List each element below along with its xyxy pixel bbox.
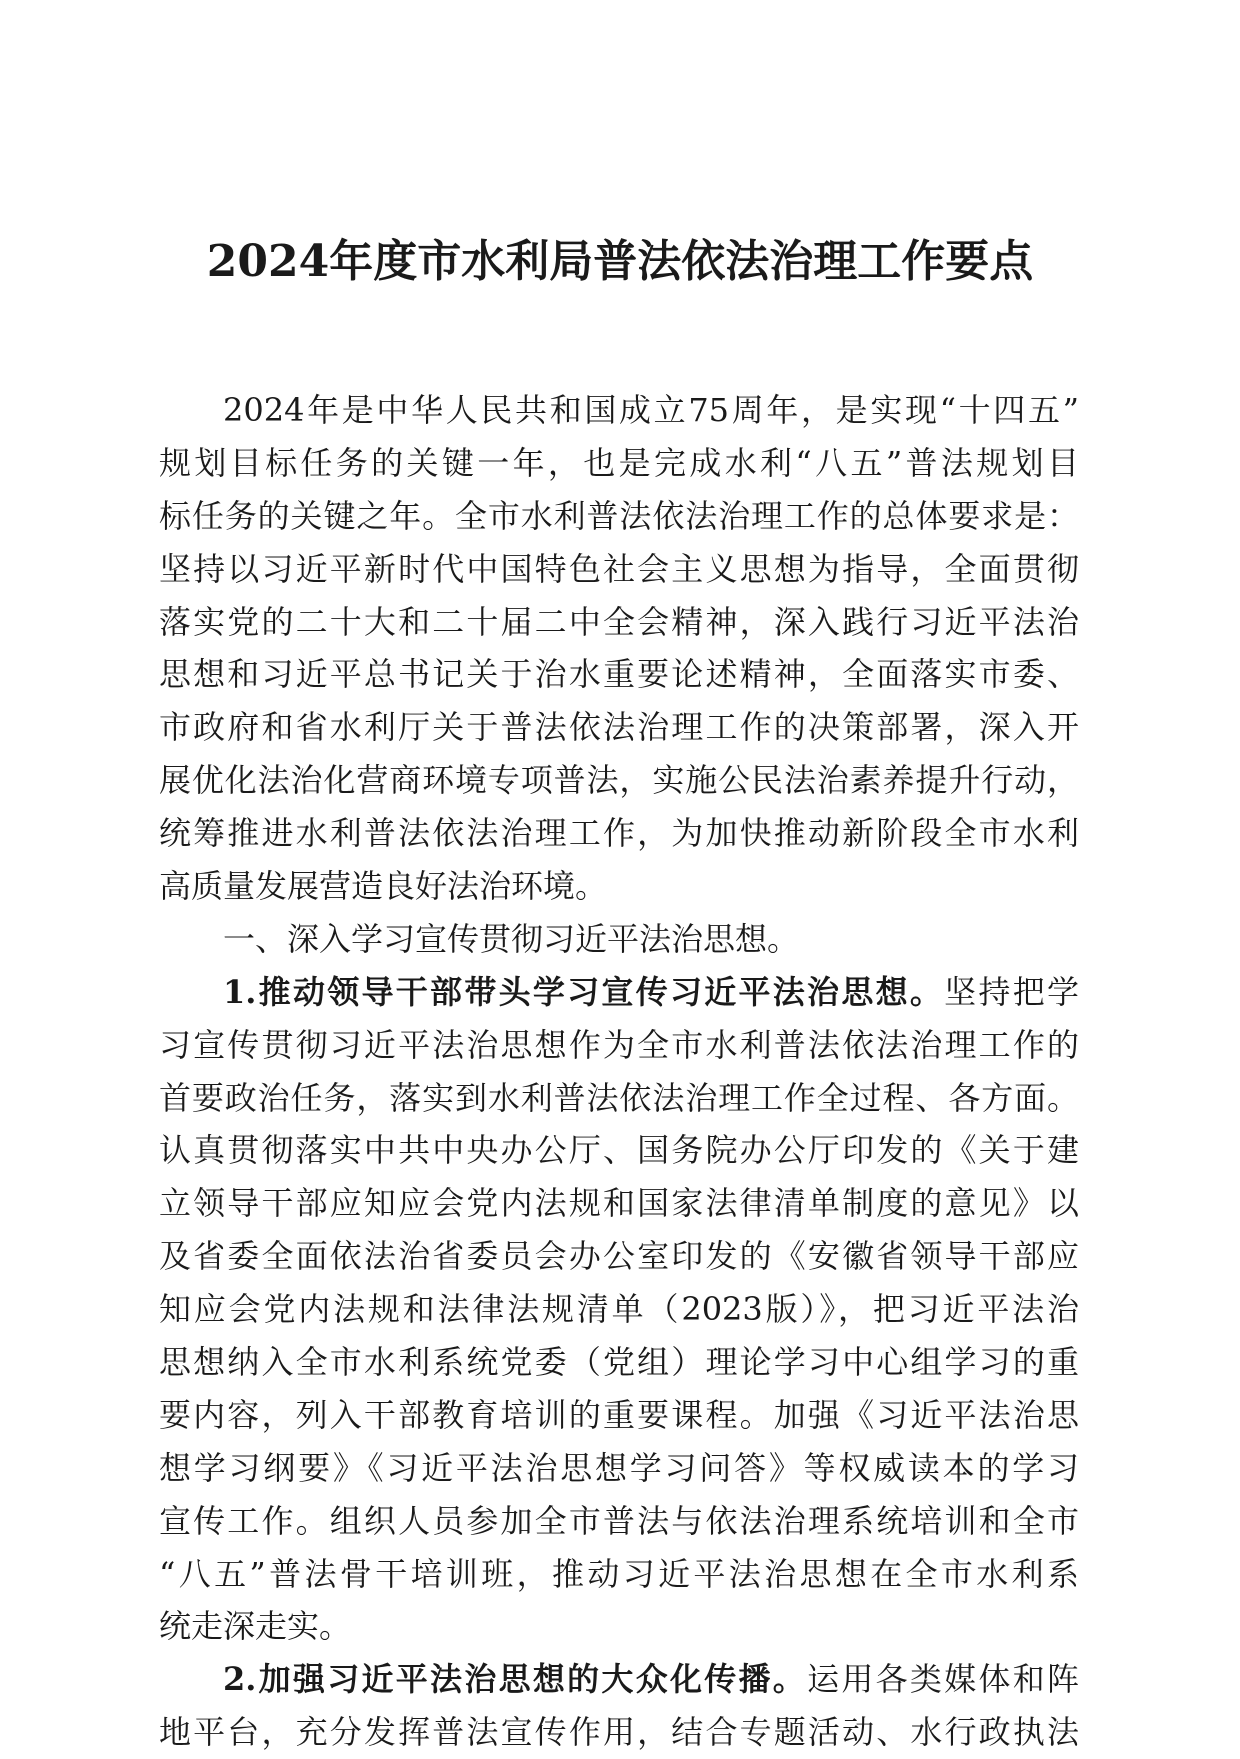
- paragraph-line: 立领导干部应知应会党内法规和国家法律清单制度的意见》以: [159, 1184, 1079, 1223]
- paragraph-line: 习宣传贯彻习近平法治思想作为全市水利普法依法治理工作的: [159, 1025, 1079, 1064]
- paragraph-line: 想学习纲要》《习近平法治思想学习问答》等权威读本的学习: [159, 1448, 1079, 1487]
- paragraph-line: 落实党的二十大和二十届二中全会精神，深入践行习近平法治: [159, 602, 1079, 641]
- section-heading: 一、深入学习宣传贯彻习近平法治思想。: [223, 919, 800, 958]
- paragraph-line: 高质量发展营造良好法治环境。: [159, 867, 608, 906]
- paragraph-line: 首要政治任务，落实到水利普法依法治理工作全过程、各方面。: [159, 1078, 1079, 1117]
- paragraph-line: 标任务的关键之年。全市水利普法依法治理工作的总体要求是：: [159, 496, 1079, 535]
- paragraph-line: 认真贯彻落实中共中央办公厅、国务院办公厅印发的《关于建: [159, 1131, 1079, 1170]
- paragraph-line: “八五”普法骨干培训班，推动习近平法治思想在全市水利系: [159, 1554, 1079, 1593]
- paragraph-line: 宣传工作。组织人员参加全市普法与依法治理系统培训和全市: [159, 1501, 1079, 1540]
- paragraph-line: 统走深走实。: [159, 1607, 352, 1646]
- paragraph-line: 地平台，充分发挥普法宣传作用，结合专题活动、水行政执法: [159, 1713, 1079, 1752]
- item-1-first-line-rest: 坚持把学: [944, 972, 1079, 1011]
- paragraph-line: 知应会党内法规和法律法规清单（2023版）》，把习近平法治: [159, 1290, 1079, 1329]
- paragraph-line: 坚持以习近平新时代中国特色社会主义思想为指导，全面贯彻: [159, 549, 1079, 588]
- paragraph-line: 市政府和省水利厅关于普法依法治理工作的决策部署，深入开: [159, 708, 1079, 747]
- item-2-first-line: [159, 1653, 1079, 1706]
- item-1-first-line: [159, 966, 1079, 1019]
- paragraph-line: 要内容，列入干部教育培训的重要课程。加强《习近平法治思: [159, 1395, 1079, 1434]
- paragraph-line: 思想纳入全市水利系统党委（党组）理论学习中心组学习的重: [159, 1343, 1079, 1382]
- paragraph-line: 规划目标任务的关键一年，也是完成水利“八五”普法规划目: [159, 443, 1079, 482]
- item-2-first-line-rest: 运用各类媒体和阵: [807, 1660, 1079, 1699]
- paragraph-line: 思想和习近平总书记关于治水重要论述精神，全面落实市委、: [159, 655, 1079, 694]
- item-2-lead: 2.加强习近平法治思想的大众化传播。: [223, 1660, 808, 1699]
- paragraph-line: 展优化法治化营商环境专项普法，实施公民法治素养提升行动，: [159, 761, 1079, 800]
- paragraph-line: 及省委全面依法治省委员会办公室印发的《安徽省领导干部应: [159, 1237, 1079, 1276]
- document-title: 2024年度市水利局普法依法治理工作要点: [206, 236, 1034, 287]
- paragraph-line: 2024年是中华人民共和国成立75周年，是实现“十四五”: [223, 391, 1079, 429]
- item-1-lead: 1.推动领导干部带头学习宣传习近平法治思想。: [223, 972, 945, 1011]
- document-body: [159, 384, 1079, 1759]
- paragraph-line: 统筹推进水利普法依法治理工作，为加快推动新阶段全市水利: [159, 814, 1079, 853]
